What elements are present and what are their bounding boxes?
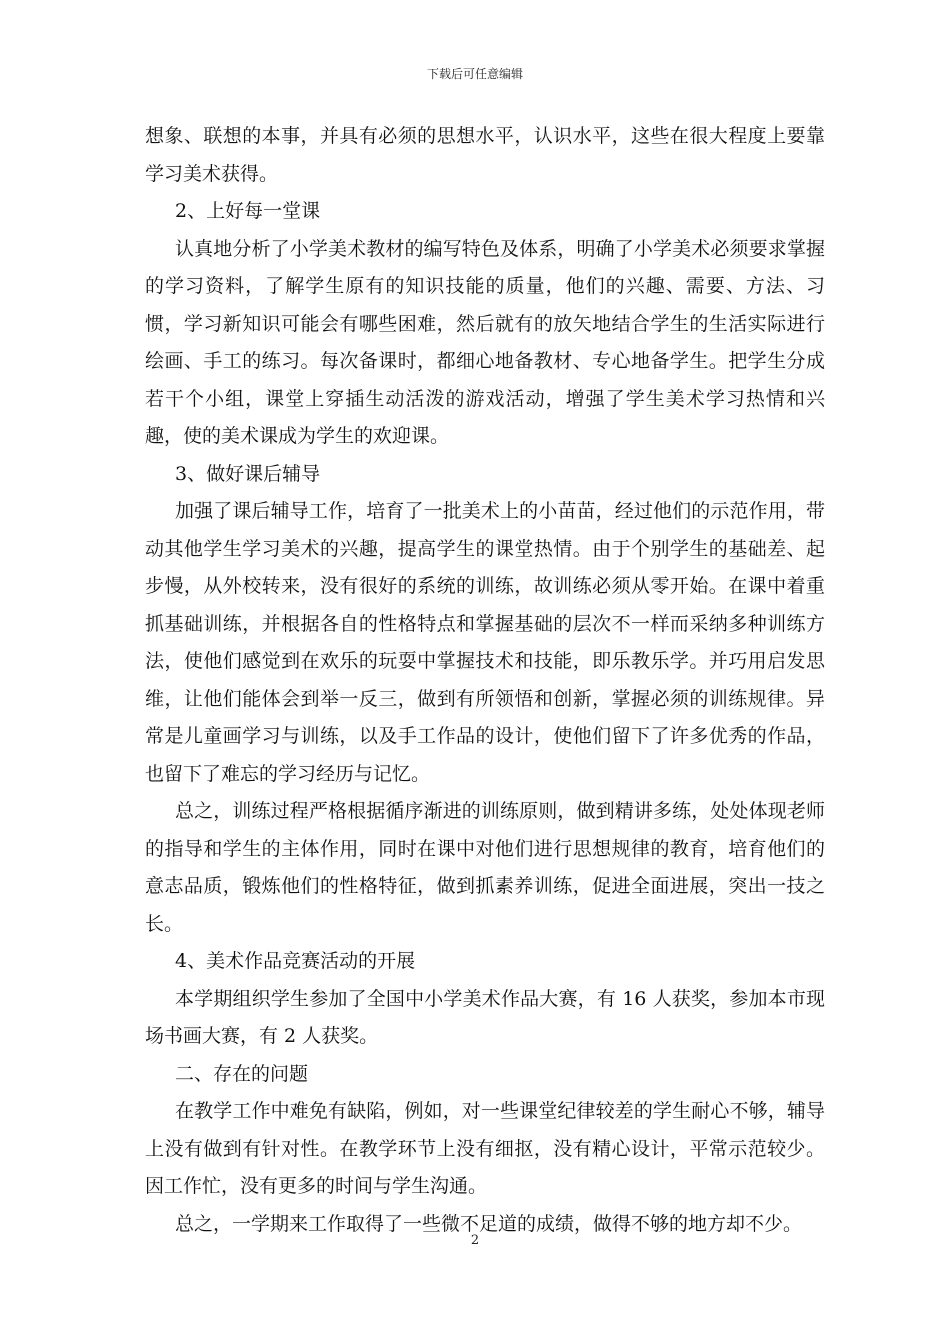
paragraph: 想象、联想的本事，并具有必须的思想水平，认识水平，这些在很大程度上要靠学习美术获得。 bbox=[145, 125, 825, 185]
paragraph: 总之，一学期来工作取得了一些微不足道的成绩，做得不够的地方却不少。 bbox=[175, 1212, 803, 1235]
paragraph: 认真地分析了小学美术教材的编写特色及体系，明确了小学美术必须要求掌握的学习资料，了解学生原有的知识技能的质量，他们的兴趣、需要、方法、习惯，学习新知识可能会有哪些困难，然后就有的放矢地结合学生的生活实际进行绘画、手工的练习。每次备课时，都细心地备教材、专心地备学生。把学生分成若干个小组，课堂上穿插生动活泼的游戏活动，增强了学生美术学习热情和兴趣，使的美术课成为学生的欢迎课。 bbox=[145, 237, 825, 447]
paragraph: 在教学工作中难免有缺陷，例如，对一些课堂纪律较差的学生耐心不够，辅导上没有做到有针对性。在教学环节上没有细抠，没有精心设计，平常示范较少。因工作忙，没有更多的时间与学生沟通。 bbox=[145, 1100, 825, 1197]
page-number: 2 bbox=[470, 1233, 480, 1248]
page-header: 下载后可任意编辑 bbox=[426, 67, 523, 81]
section-heading: 3、做好课后辅导 bbox=[175, 462, 321, 485]
paragraph: 总之，训练过程严格根据循序渐进的训练原则，做到精讲多练，处处体现老师的指导和学生的主体作用，同时在课中对他们进行思想规律的教育，培育他们的意志品质，锻炼他们的性格特征，做到抓素养训练，促进全面进展，突出一技之长。 bbox=[145, 800, 825, 935]
paragraph: 本学期组织学生参加了全国中小学美术作品大赛，有 16 人获奖，参加本市现场书画大赛，有 2 人获奖。 bbox=[145, 987, 825, 1047]
paragraph: 加强了课后辅导工作，培育了一批美术上的小苗苗，经过他们的示范作用，带动其他学生学习美术的兴趣，提高学生的课堂热情。由于个别学生的基础差、起步慢，从外校转来，没有很好的系统的训练，故训练必须从零开始。在课中着重抓基础训练，并根据各自的性格特点和掌握基础的层次不一样而采纳多种训练方法，使他们感觉到在欢乐的玩耍中掌握技术和技能，即乐教乐学。并巧用启发思维，让他们能体会到举一反三，做到有所领悟和创新，掌握必须的训练规律。异常是儿童画学习与训练，以及手工作品的设计，使他们留下了许多优秀的作品，也留下了难忘的学习经历与记忆。 bbox=[145, 500, 825, 785]
section-heading: 2、上好每一堂课 bbox=[175, 200, 321, 222]
section-heading: 二、存在的问题 bbox=[175, 1062, 309, 1085]
document-body bbox=[145, 118, 825, 1243]
section-heading: 4、美术作品竞赛活动的开展 bbox=[175, 950, 416, 972]
